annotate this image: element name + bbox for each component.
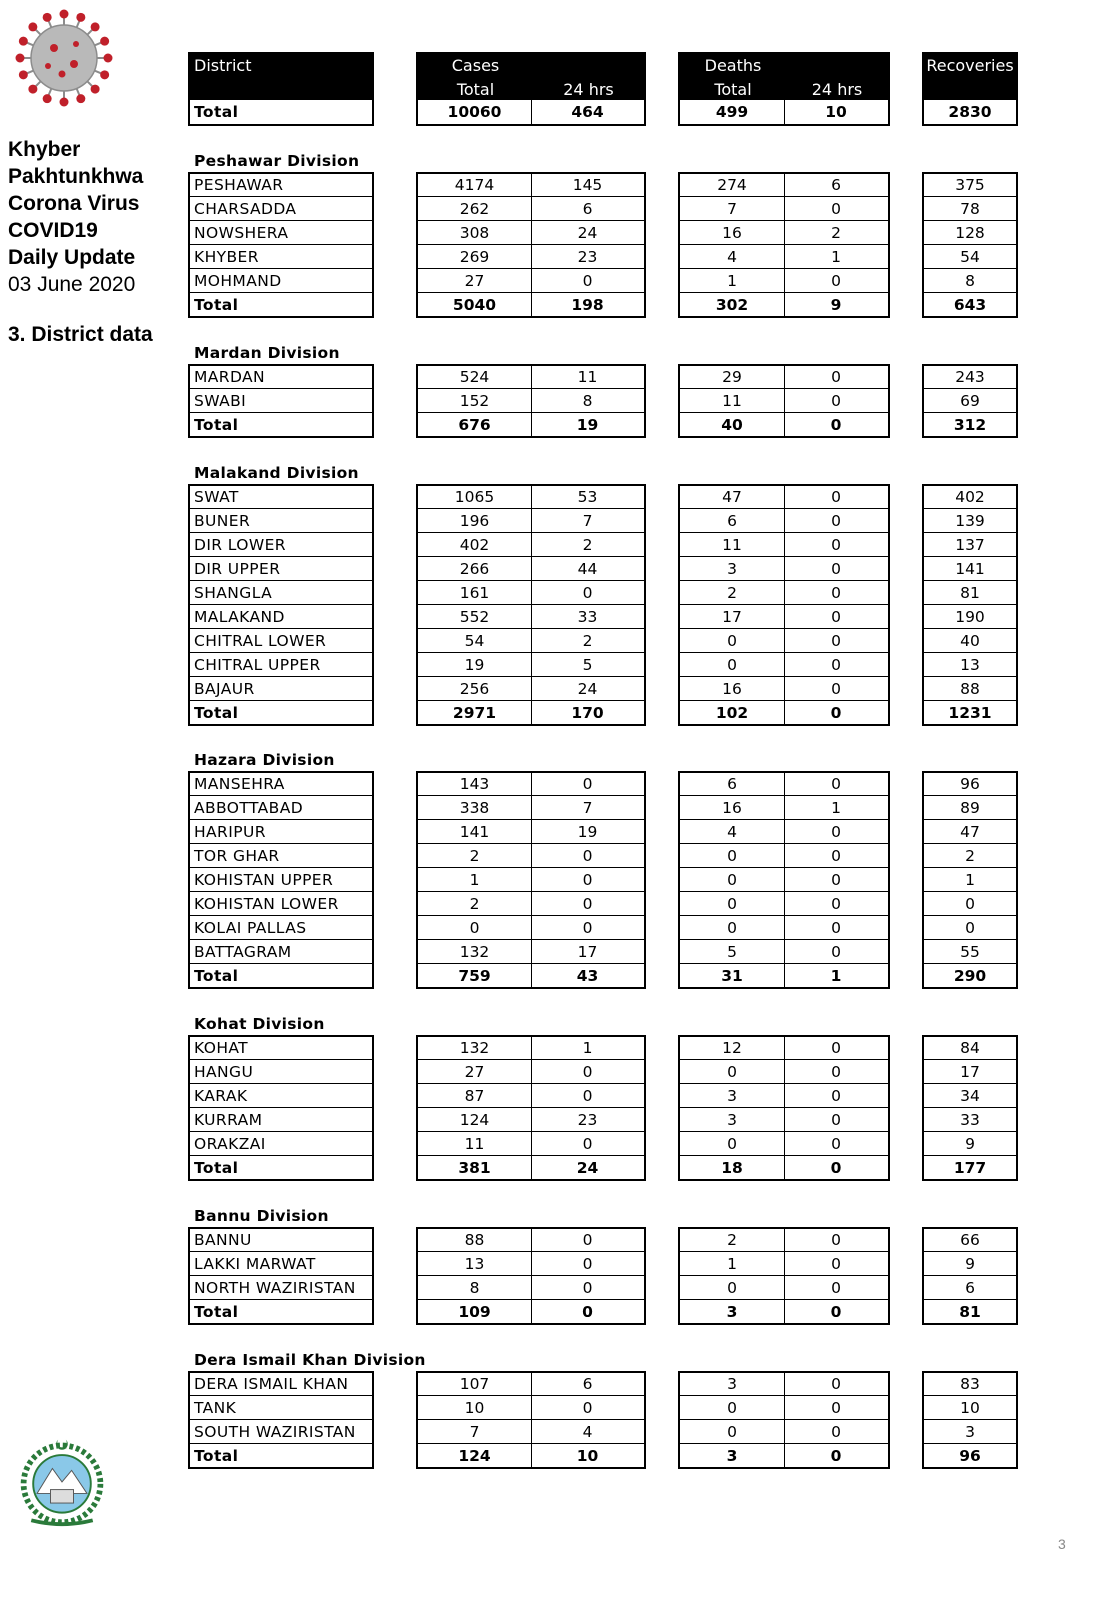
recoveries: 78 — [960, 200, 980, 218]
deaths-24hrs: 0 — [831, 488, 841, 506]
cases-24hrs-header: 24 hrs — [563, 80, 614, 99]
division-total-label: Total — [194, 704, 239, 722]
district-name: SWAT — [194, 488, 239, 506]
division-total-cases-24hrs: 198 — [571, 296, 604, 314]
cases-total: 338 — [459, 799, 490, 817]
cases-24hrs: 0 — [582, 919, 593, 937]
deaths-total: 0 — [727, 632, 737, 650]
division-total-cases: 759 — [458, 967, 491, 985]
deaths-24hrs: 0 — [831, 656, 841, 674]
cases-24hrs: 11 — [577, 368, 598, 386]
deaths-total: 0 — [727, 919, 737, 937]
recoveries: 84 — [960, 1039, 980, 1057]
cases-24hrs: 7 — [582, 512, 593, 530]
division-total-deaths-24hrs: 0 — [830, 704, 842, 722]
cases-24hrs: 0 — [582, 272, 593, 290]
cases-total: 1 — [469, 871, 480, 889]
deaths-total: 3 — [727, 1375, 737, 1393]
deaths-24hrs: 0 — [831, 871, 841, 889]
deaths-total: 16 — [722, 680, 742, 698]
deaths-24hrs: 0 — [831, 1231, 841, 1249]
grand-total-recoveries: 2830 — [948, 103, 992, 121]
cases-24hrs: 24 — [577, 224, 598, 242]
deaths-24hrs: 0 — [831, 895, 841, 913]
deaths-total: 1 — [727, 1255, 737, 1273]
recoveries: 1 — [965, 871, 975, 889]
division-total-recoveries: 177 — [953, 1159, 987, 1177]
deaths-total: 274 — [717, 176, 747, 194]
cases-24hrs: 0 — [582, 1399, 593, 1417]
division-total-cases-24hrs: 24 — [576, 1159, 599, 1177]
district-name: NORTH WAZIRISTAN — [194, 1279, 356, 1297]
recoveries: 8 — [965, 272, 975, 290]
recoveries: 13 — [960, 656, 980, 674]
cases-24hrs: 6 — [582, 200, 593, 218]
recoveries: 243 — [955, 368, 985, 386]
division-title: Mardan Division — [194, 344, 340, 362]
division-total-deaths-24hrs: 0 — [830, 416, 842, 434]
deaths-total: 0 — [727, 1399, 737, 1417]
recoveries: 375 — [955, 176, 985, 194]
cases-total: 54 — [464, 632, 485, 650]
district-name: MANSEHRA — [194, 775, 285, 793]
recoveries: 3 — [965, 1423, 975, 1441]
district-name: SOUTH WAZIRISTAN — [194, 1423, 356, 1441]
deaths-24hrs: 0 — [831, 608, 841, 626]
cases-total: 88 — [464, 1231, 485, 1249]
deaths-24hrs: 0 — [831, 512, 841, 530]
recoveries: 6 — [965, 1279, 975, 1297]
deaths-total: 5 — [727, 943, 737, 961]
deaths-total: 0 — [727, 847, 737, 865]
deaths-total: 3 — [727, 1111, 737, 1129]
recoveries: 141 — [955, 560, 985, 578]
deaths-24hrs: 0 — [831, 392, 841, 410]
deaths-24hrs: 0 — [831, 680, 841, 698]
deaths-24hrs: 0 — [831, 1063, 841, 1081]
cases-24hrs: 145 — [572, 176, 603, 194]
deaths-24hrs: 0 — [831, 919, 841, 937]
cases-total: 161 — [459, 584, 490, 602]
division-total-deaths: 3 — [726, 1447, 738, 1465]
deaths-24hrs: 0 — [831, 368, 841, 386]
district-name: CHARSADDA — [194, 200, 297, 218]
deaths-24hrs: 0 — [831, 200, 841, 218]
cases-total: 308 — [459, 224, 490, 242]
district-name: LAKKI MARWAT — [194, 1255, 316, 1273]
cases-24hrs: 4 — [582, 1423, 593, 1441]
district-name: KOHISTAN LOWER — [194, 895, 339, 913]
district-name: KOHISTAN UPPER — [194, 871, 334, 889]
division-total-cases-24hrs: 170 — [571, 704, 604, 722]
cases-24hrs: 2 — [582, 536, 593, 554]
division-total-deaths: 18 — [721, 1159, 743, 1177]
cases-total: 1065 — [454, 488, 495, 506]
deaths-24hrs: 0 — [831, 632, 841, 650]
cases-24hrs: 8 — [582, 392, 593, 410]
deaths-total: 3 — [727, 560, 737, 578]
division-total-recoveries: 96 — [959, 1447, 981, 1465]
cases-total: 266 — [459, 560, 490, 578]
cases-total: 8 — [469, 1279, 480, 1297]
division-total-label: Total — [194, 1303, 239, 1321]
deaths-total: 0 — [727, 895, 737, 913]
cases-24hrs: 53 — [577, 488, 598, 506]
recoveries: 47 — [960, 823, 980, 841]
recoveries: 83 — [960, 1375, 980, 1393]
deaths-total: 3 — [727, 1087, 737, 1105]
division-total-deaths: 302 — [715, 296, 749, 314]
recoveries: 66 — [960, 1231, 980, 1249]
deaths-24hrs: 0 — [831, 1039, 841, 1057]
district-name: MARDAN — [194, 368, 266, 386]
division-total-deaths: 31 — [721, 967, 743, 985]
deaths-total: 6 — [727, 512, 737, 530]
cases-total: 256 — [459, 680, 490, 698]
cases-total: 152 — [459, 392, 490, 410]
district-name: DIR UPPER — [194, 560, 281, 578]
division-total-cases-24hrs: 10 — [576, 1447, 599, 1465]
cases-24hrs: 17 — [577, 943, 598, 961]
recoveries: 69 — [960, 392, 980, 410]
district-name: BATTAGRAM — [194, 943, 292, 961]
recoveries: 17 — [960, 1063, 980, 1081]
division-total-deaths-24hrs: 0 — [830, 1303, 842, 1321]
division-total-label: Total — [194, 416, 239, 434]
deaths-total: 0 — [727, 871, 737, 889]
cases-24hrs: 19 — [577, 823, 598, 841]
deaths-total: 2 — [727, 1231, 737, 1249]
district-name: KOLAI PALLAS — [194, 919, 307, 937]
cases-24hrs: 0 — [582, 584, 593, 602]
division-total-cases: 676 — [458, 416, 491, 434]
division-title: Hazara Division — [194, 751, 335, 769]
district-name: HANGU — [194, 1063, 254, 1081]
deaths-24hrs: 0 — [831, 1135, 841, 1153]
cases-total: 27 — [464, 272, 485, 290]
district-name: ABBOTTABAD — [194, 799, 304, 817]
title-line: Corona Virus — [8, 192, 140, 215]
cases-total: 2 — [469, 847, 480, 865]
cases-total: 524 — [459, 368, 490, 386]
cases-total: 87 — [464, 1087, 485, 1105]
division-total-deaths-24hrs: 0 — [830, 1159, 842, 1177]
district-name: KARAK — [194, 1087, 248, 1105]
recoveries: 128 — [955, 224, 985, 242]
cases-total: 124 — [459, 1111, 490, 1129]
deaths-total: 16 — [722, 224, 742, 242]
grand-total-label: Total — [194, 103, 239, 121]
grand-total-deaths-24hrs: 10 — [825, 103, 847, 121]
cases-24hrs: 0 — [582, 1135, 593, 1153]
division-total-recoveries: 312 — [953, 416, 987, 434]
district-name: CHITRAL UPPER — [194, 656, 321, 674]
cases-24hrs: 0 — [582, 1087, 593, 1105]
recoveries: 33 — [960, 1111, 980, 1129]
cases-24hrs: 0 — [582, 847, 593, 865]
district-name: CHITRAL LOWER — [194, 632, 327, 650]
deaths-total: 0 — [727, 1423, 737, 1441]
district-name: SWABI — [194, 392, 247, 410]
section-title: 3. District data — [8, 323, 153, 346]
division-total-cases: 109 — [458, 1303, 491, 1321]
deaths-24hrs: 0 — [831, 536, 841, 554]
deaths-total: 17 — [722, 608, 742, 626]
deaths-24hrs: 0 — [831, 1423, 841, 1441]
division-title: Kohat Division — [194, 1015, 325, 1033]
deaths-24hrs: 0 — [831, 584, 841, 602]
deaths-total: 6 — [727, 775, 737, 793]
district-name: KURRAM — [194, 1111, 263, 1129]
deaths-total: 47 — [722, 488, 742, 506]
recoveries: 9 — [965, 1135, 975, 1153]
grand-total-cases-24hrs: 464 — [571, 103, 604, 121]
cases-24hrs: 0 — [582, 871, 593, 889]
recoveries: 96 — [960, 775, 980, 793]
deaths-24hrs: 0 — [831, 1111, 841, 1129]
division-total-label: Total — [194, 967, 239, 985]
recoveries-header: Recoveries — [926, 56, 1014, 75]
district-name: ORAKZAI — [194, 1135, 266, 1153]
cases-24hrs: 2 — [582, 632, 593, 650]
deaths-24hrs: 0 — [831, 272, 841, 290]
deaths-24hrs: 6 — [831, 176, 841, 194]
recoveries: 139 — [955, 512, 985, 530]
division-total-cases-24hrs: 43 — [576, 967, 599, 985]
division-total-deaths: 102 — [715, 704, 749, 722]
recoveries: 34 — [960, 1087, 980, 1105]
deaths-total: 4 — [727, 248, 737, 266]
division-total-cases: 381 — [458, 1159, 491, 1177]
division-total-recoveries: 81 — [959, 1303, 981, 1321]
recoveries: 0 — [965, 895, 975, 913]
recoveries: 54 — [960, 248, 980, 266]
deaths-total: 7 — [727, 200, 737, 218]
cases-total: 262 — [459, 200, 490, 218]
deaths-total: 2 — [727, 584, 737, 602]
recoveries: 88 — [960, 680, 980, 698]
district-name: TANK — [194, 1399, 237, 1417]
cases-24hrs: 0 — [582, 1231, 593, 1249]
cases-24hrs: 23 — [577, 1111, 598, 1129]
cases-24hrs: 0 — [582, 1279, 593, 1297]
district-name: DIR LOWER — [194, 536, 286, 554]
division-title: Dera Ismail Khan Division — [194, 1351, 426, 1369]
recoveries: 10 — [960, 1399, 980, 1417]
grand-total-cases: 10060 — [447, 103, 502, 121]
division-total-recoveries: 290 — [953, 967, 987, 985]
deaths-total: 12 — [722, 1039, 742, 1057]
cases-total: 107 — [459, 1375, 490, 1393]
district-name: NOWSHERA — [194, 224, 289, 242]
division-total-cases: 2971 — [452, 704, 497, 722]
cases-total: 4174 — [454, 176, 495, 194]
cases-total: 141 — [459, 823, 490, 841]
district-name: HARIPUR — [194, 823, 266, 841]
recoveries: 40 — [960, 632, 980, 650]
district-name: PESHAWAR — [194, 176, 284, 194]
cases-total: 19 — [464, 656, 485, 674]
division-total-cases: 5040 — [452, 296, 497, 314]
deaths-24hrs: 0 — [831, 823, 841, 841]
recoveries: 402 — [955, 488, 985, 506]
division-total-deaths-24hrs: 0 — [830, 1447, 842, 1465]
cases-24hrs: 1 — [582, 1039, 593, 1057]
title-line: COVID19 — [8, 219, 98, 242]
division-title: Bannu Division — [194, 1207, 329, 1225]
cases-24hrs: 7 — [582, 799, 593, 817]
deaths-total: 16 — [722, 799, 742, 817]
deaths-total: 0 — [727, 656, 737, 674]
deaths-24hrs: 0 — [831, 1279, 841, 1297]
deaths-24hrs: 0 — [831, 1087, 841, 1105]
division-total-cases-24hrs: 19 — [576, 416, 599, 434]
grand-total-deaths: 499 — [715, 103, 749, 121]
title-line: Daily Update — [8, 246, 136, 269]
recoveries: 137 — [955, 536, 985, 554]
division-total-label: Total — [194, 1447, 239, 1465]
division-total-deaths-24hrs: 9 — [830, 296, 842, 314]
recoveries: 9 — [965, 1255, 975, 1273]
district-name: DERA ISMAIL KHAN — [194, 1375, 349, 1393]
district-name: MALAKAND — [194, 608, 285, 626]
division-total-label: Total — [194, 296, 239, 314]
report-date: 03 June 2020 — [8, 273, 136, 296]
page-number: 3 — [1058, 1536, 1066, 1552]
cases-total: 402 — [459, 536, 490, 554]
title-line: Pakhtunkhwa — [8, 165, 144, 188]
district-name: BAJAUR — [194, 680, 255, 698]
deaths-total: 11 — [722, 392, 742, 410]
cases-total: 132 — [459, 943, 490, 961]
district-name: MOHMAND — [194, 272, 282, 290]
deaths-total: 29 — [722, 368, 742, 386]
deaths-24hrs: 0 — [831, 1375, 841, 1393]
deaths-total: 11 — [722, 536, 742, 554]
cases-24hrs: 33 — [577, 608, 598, 626]
division-total-cases: 124 — [458, 1447, 491, 1465]
deaths-total: 0 — [727, 1063, 737, 1081]
district-name: KHYBER — [194, 248, 259, 266]
cases-24hrs: 0 — [582, 775, 593, 793]
cases-24hrs: 0 — [582, 1255, 593, 1273]
cases-24hrs: 23 — [577, 248, 598, 266]
division-total-recoveries: 1231 — [948, 704, 992, 722]
deaths-24hrs: 1 — [831, 248, 841, 266]
deaths-total: 0 — [727, 1279, 737, 1297]
cases-24hrs: 0 — [582, 895, 593, 913]
recoveries: 89 — [960, 799, 980, 817]
cases-total: 2 — [469, 895, 480, 913]
deaths-total: 4 — [727, 823, 737, 841]
deaths-24hrs: 0 — [831, 775, 841, 793]
district-name: SHANGLA — [194, 584, 273, 602]
deaths-24hrs: 0 — [831, 943, 841, 961]
deaths-24hrs-header: 24 hrs — [811, 80, 863, 99]
cases-total: 27 — [464, 1063, 485, 1081]
cases-24hrs: 0 — [582, 1063, 593, 1081]
recoveries: 81 — [960, 584, 980, 602]
deaths-24hrs: 0 — [831, 560, 841, 578]
deaths-24hrs: 1 — [831, 799, 841, 817]
cases-total-header: Total — [456, 80, 495, 99]
district-header: District — [194, 56, 252, 75]
division-total-deaths: 3 — [726, 1303, 738, 1321]
division-total-recoveries: 643 — [953, 296, 987, 314]
cases-total: 0 — [469, 919, 480, 937]
cases-total: 143 — [459, 775, 490, 793]
deaths-24hrs: 0 — [831, 1255, 841, 1273]
cases-header: Cases — [451, 56, 500, 75]
deaths-total-header: Total — [714, 80, 752, 99]
cases-24hrs: 6 — [582, 1375, 593, 1393]
cases-total: 11 — [464, 1135, 485, 1153]
cases-24hrs: 5 — [582, 656, 593, 674]
recoveries: 0 — [965, 919, 975, 937]
district-name: KOHAT — [194, 1039, 249, 1057]
cases-total: 196 — [459, 512, 490, 530]
title-line: Khyber — [8, 138, 81, 161]
division-total-label: Total — [194, 1159, 239, 1177]
division-total-deaths-24hrs: 1 — [830, 967, 842, 985]
division-title: Malakand Division — [194, 464, 359, 482]
cases-total: 132 — [459, 1039, 490, 1057]
recoveries: 190 — [955, 608, 985, 626]
recoveries: 2 — [965, 847, 975, 865]
district-name: BANNU — [194, 1231, 252, 1249]
cases-24hrs: 24 — [577, 680, 598, 698]
division-title: Peshawar Division — [194, 152, 360, 170]
district-name: BUNER — [194, 512, 251, 530]
cases-total: 552 — [459, 608, 490, 626]
deaths-total: 0 — [727, 1135, 737, 1153]
cases-total: 10 — [464, 1399, 485, 1417]
cases-total: 7 — [469, 1423, 480, 1441]
district-name: TOR GHAR — [194, 847, 280, 865]
division-total-cases-24hrs: 0 — [582, 1303, 593, 1321]
deaths-24hrs: 2 — [831, 224, 841, 242]
deaths-24hrs: 0 — [831, 1399, 841, 1417]
division-total-deaths: 40 — [721, 416, 743, 434]
cases-total: 269 — [459, 248, 490, 266]
recoveries: 55 — [960, 943, 980, 961]
deaths-header: Deaths — [704, 56, 762, 75]
deaths-total: 1 — [727, 272, 737, 290]
cases-24hrs: 44 — [577, 560, 598, 578]
cases-total: 13 — [464, 1255, 485, 1273]
deaths-24hrs: 0 — [831, 847, 841, 865]
